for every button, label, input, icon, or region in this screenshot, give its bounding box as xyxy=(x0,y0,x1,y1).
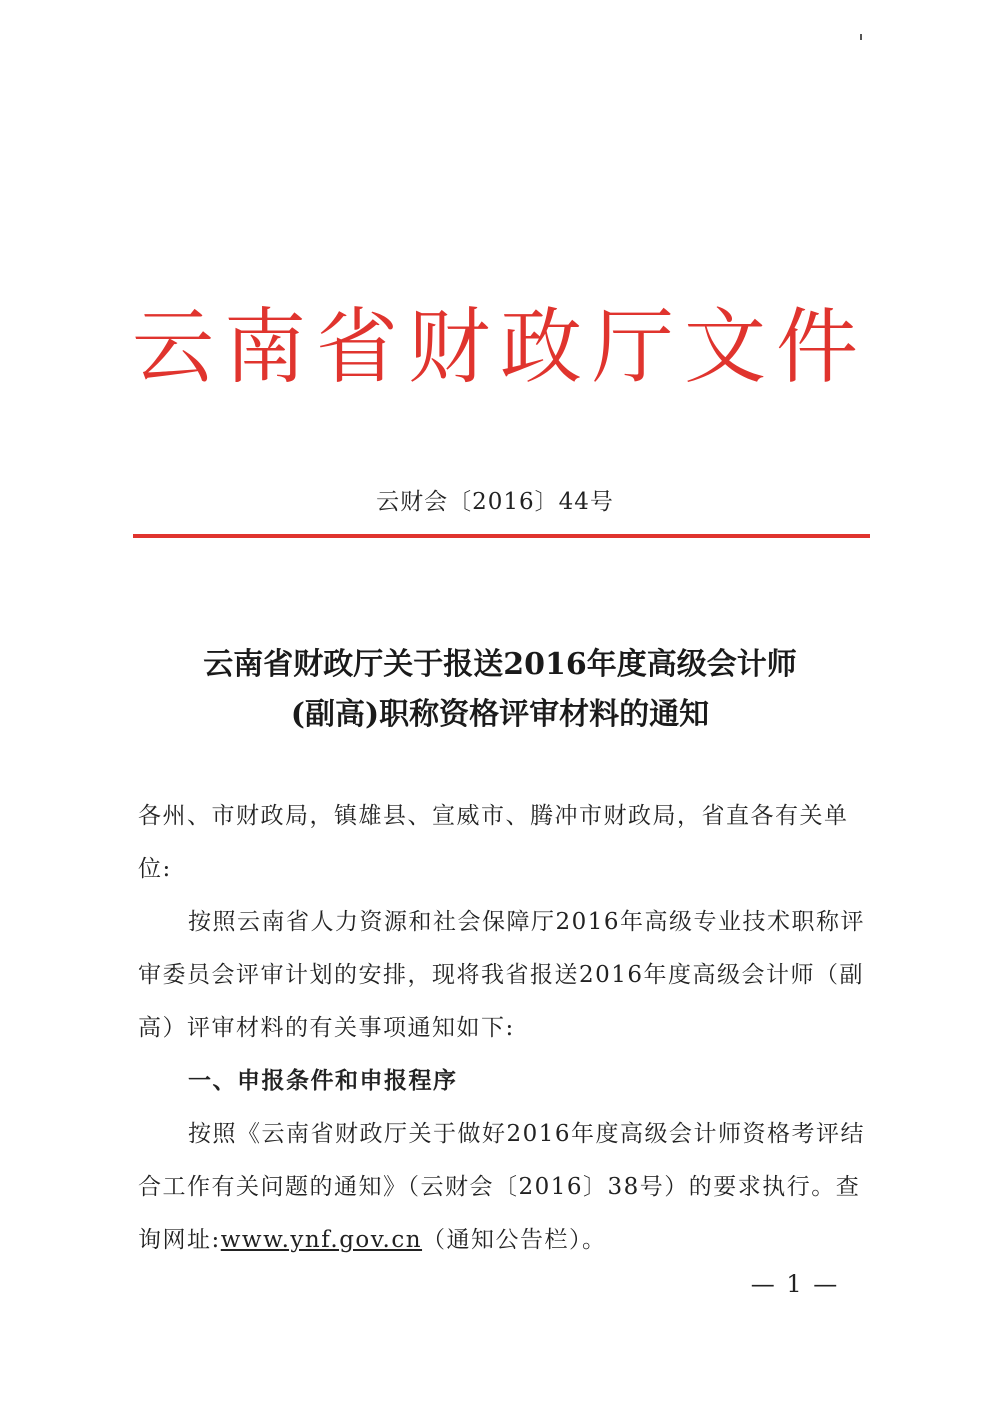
document-number: 云财会〔2016〕44号 xyxy=(376,489,614,515)
page-number: — 1 — xyxy=(750,1270,840,1298)
document-header-title: 云南省财政厅文件 xyxy=(131,300,868,395)
intro-paragraph: 按照云南省人力资源和社会保障厅2016年高级专业技术职称评审委员会评审计划的安排，现将我省报送2016年度高级会计师（副高）评审材料的有关事项通知如下: xyxy=(138,909,866,1041)
query-website-link[interactable]: www.ynf.gov.cn xyxy=(220,1227,423,1253)
notice-title xyxy=(120,640,880,740)
section-1-text: 按照《云南省财政厅关于做好2016年度高级会计师资格考评结合工作有关问题的通知》（云财会〔2016〕38号）的要求执行。查询网址: xyxy=(138,1121,866,1253)
notice-title-line-1: 云南省财政厅关于报送2016年度高级会计师 xyxy=(203,647,797,682)
section-1-heading: 一、申报条件和申报程序 xyxy=(188,1068,458,1094)
scan-mark xyxy=(860,34,862,40)
section-1-paragraph xyxy=(138,1108,878,1267)
red-divider-line xyxy=(133,534,870,538)
notice-title-line-2: (副高)职称资格评审材料的通知 xyxy=(290,697,710,732)
section-1-text-end: （通知公告栏）。 xyxy=(422,1227,607,1253)
recipients-paragraph: 各州、市财政局，镇雄县、宣威市、腾冲市财政局，省直各有关单位: xyxy=(138,803,849,882)
notice-body xyxy=(138,790,878,1267)
